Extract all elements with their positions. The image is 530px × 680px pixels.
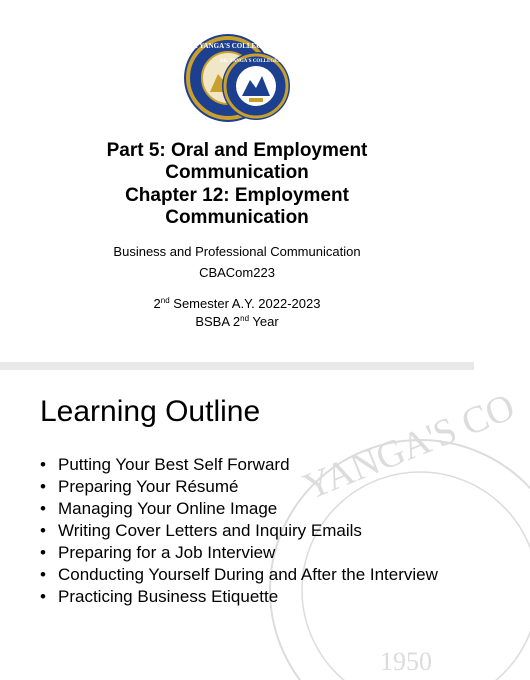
- title-slide: [0, 0, 474, 362]
- outline-slide: [0, 370, 521, 676]
- list-item: [40, 476, 460, 498]
- semester-suffix: nd: [160, 296, 170, 305]
- list-item: [40, 520, 460, 542]
- list-item-text: Conducting Yourself During and After the Interview: [58, 565, 438, 584]
- program-line: [0, 314, 474, 330]
- semester-ordinal: 2: [153, 296, 161, 311]
- bullet-icon: •: [40, 587, 46, 606]
- list-item-text: Putting Your Best Self Forward: [58, 455, 290, 474]
- semester-rest: Semester A.Y. 2022-2023: [169, 296, 321, 311]
- slide-divider: [0, 362, 474, 370]
- bullet-icon: •: [40, 565, 46, 584]
- list-item-text: Preparing for a Job Interview: [58, 543, 276, 562]
- outline-list: [40, 454, 460, 608]
- list-item-text: Preparing Your Résumé: [58, 477, 239, 496]
- bullet-icon: •: [40, 477, 46, 496]
- list-item-text: Managing Your Online Image: [58, 499, 278, 518]
- bullet-icon: •: [40, 499, 46, 518]
- chapter-title-line2: Communication: [165, 207, 309, 228]
- bullet-icon: •: [40, 455, 46, 474]
- college-logos: [0, 0, 474, 130]
- part-title-line2: Communication: [165, 162, 309, 183]
- bullet-icon: •: [40, 521, 46, 540]
- bullet-icon: •: [40, 543, 46, 562]
- semester-line: [0, 296, 474, 312]
- program-suffix: nd: [240, 314, 250, 323]
- program-rest: Year: [249, 314, 279, 329]
- program-prefix: BSBA 2: [195, 314, 241, 329]
- watermark-year: 1950: [380, 647, 432, 676]
- list-item: [40, 564, 460, 586]
- list-item: [40, 542, 460, 564]
- list-item-text: Practicing Business Etiquette: [58, 587, 279, 606]
- logo-right-text: DR. YANGA'S COLLEGES INC.: [219, 59, 293, 64]
- list-item: [40, 586, 460, 608]
- list-item: [40, 454, 460, 476]
- logo-left-text: DR. YANGA'S COLLEGES: [185, 42, 271, 50]
- part-title-line1: Part 5: Oral and Employment: [106, 140, 368, 161]
- outline-heading: Learning Outline: [40, 395, 261, 428]
- course-name: Business and Professional Communication: [113, 244, 361, 259]
- watermark-text: YANGA'S CO: [297, 385, 521, 509]
- list-item: [40, 498, 460, 520]
- list-item-text: Writing Cover Letters and Inquiry Emails: [58, 521, 362, 540]
- chapter-title-line1: Chapter 12: Employment: [125, 185, 349, 206]
- course-code: CBACom223: [199, 265, 275, 280]
